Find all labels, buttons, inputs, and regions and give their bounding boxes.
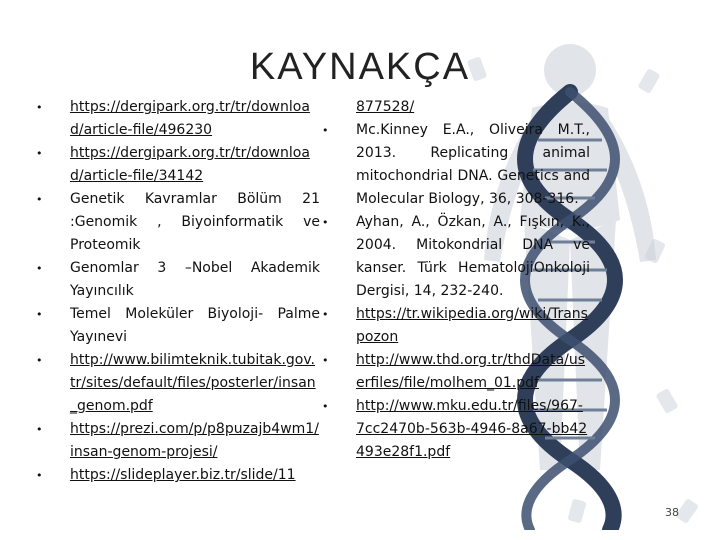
bullet-icon: • bbox=[322, 124, 329, 137]
reference-link[interactable]: http://www.mku.edu.tr/files/967-7cc2470b-563b-4946-8a67-bb42493e28f1.pdf bbox=[356, 398, 588, 460]
bullet-icon: • bbox=[36, 423, 43, 436]
reference-link-item[interactable] bbox=[322, 303, 590, 349]
reference-link-item[interactable] bbox=[322, 395, 590, 464]
reference-text: Genetik Kavramlar Bölüm 21 :Genomik , Biyoinformatik ve Proteomik bbox=[70, 191, 320, 253]
reference-item bbox=[36, 257, 320, 303]
reference-link[interactable]: http://www.bilimteknik.tubitak.gov.tr/sites/default/files/posterler/insan_genom.pdf bbox=[70, 352, 316, 414]
reference-item bbox=[322, 119, 590, 211]
references-left-column bbox=[36, 96, 320, 487]
bullet-icon: • bbox=[36, 147, 43, 160]
reference-link[interactable]: https://tr.wikipedia.org/wiki/Transpozon bbox=[356, 306, 588, 345]
bullet-icon: • bbox=[36, 262, 43, 275]
bullet-icon: • bbox=[36, 469, 43, 482]
reference-text: Temel Moleküler Biyoloji- Palme Yayınevi bbox=[70, 306, 320, 345]
reference-item bbox=[322, 211, 590, 303]
bullet-icon: • bbox=[36, 354, 43, 367]
reference-link-item[interactable] bbox=[36, 142, 320, 188]
reference-link[interactable]: https://prezi.com/p/p8puzajb4wm1/insan-genom-projesi/ bbox=[70, 421, 319, 460]
reference-link[interactable]: http://www.thd.org.tr/thdData/userfiles/file/molhem_01.pdf bbox=[356, 352, 586, 391]
reference-link-item[interactable] bbox=[36, 464, 320, 487]
reference-text: Ayhan, A., Özkan, A., Fışkın, K., 2004. Mitokondrial DNA ve kanser. Türk HematolojiOnkoloji Dergisi, 14, 232-240. bbox=[356, 214, 590, 299]
references-right-column bbox=[322, 96, 590, 464]
reference-item bbox=[36, 188, 320, 257]
reference-link[interactable]: https://slideplayer.biz.tr/slide/11 bbox=[70, 467, 296, 483]
bullet-icon: • bbox=[322, 216, 329, 229]
bullet-icon: • bbox=[36, 101, 43, 114]
reference-link-item[interactable] bbox=[36, 96, 320, 142]
reference-link[interactable]: https://dergipark.org.tr/tr/download/article-file/496230 bbox=[70, 99, 310, 138]
reference-item bbox=[36, 303, 320, 349]
reference-link-item[interactable] bbox=[36, 418, 320, 464]
reference-link-item[interactable] bbox=[322, 349, 590, 395]
reference-link-item[interactable] bbox=[322, 96, 590, 119]
bullet-icon: • bbox=[322, 400, 329, 413]
reference-link[interactable]: https://dergipark.org.tr/tr/download/article-file/34142 bbox=[70, 145, 310, 184]
reference-text: Genomlar 3 –Nobel Akademik Yayıncılık bbox=[70, 260, 320, 299]
page-title: KAYNAKÇA bbox=[249, 46, 471, 88]
bullet-icon: • bbox=[322, 354, 329, 367]
reference-text: Mc.Kinney E.A., Oliveira M.T., 2013. Replicating animal mitochondrial DNA. Genetics and Molecular Biology, 36, 308-316. bbox=[356, 122, 590, 207]
bullet-icon: • bbox=[36, 193, 43, 206]
bullet-icon: • bbox=[322, 308, 329, 321]
bullet-icon: • bbox=[36, 308, 43, 321]
reference-link-item[interactable] bbox=[36, 349, 320, 418]
reference-link[interactable]: 877528/ bbox=[356, 99, 415, 115]
page-number: 38 bbox=[665, 506, 679, 519]
